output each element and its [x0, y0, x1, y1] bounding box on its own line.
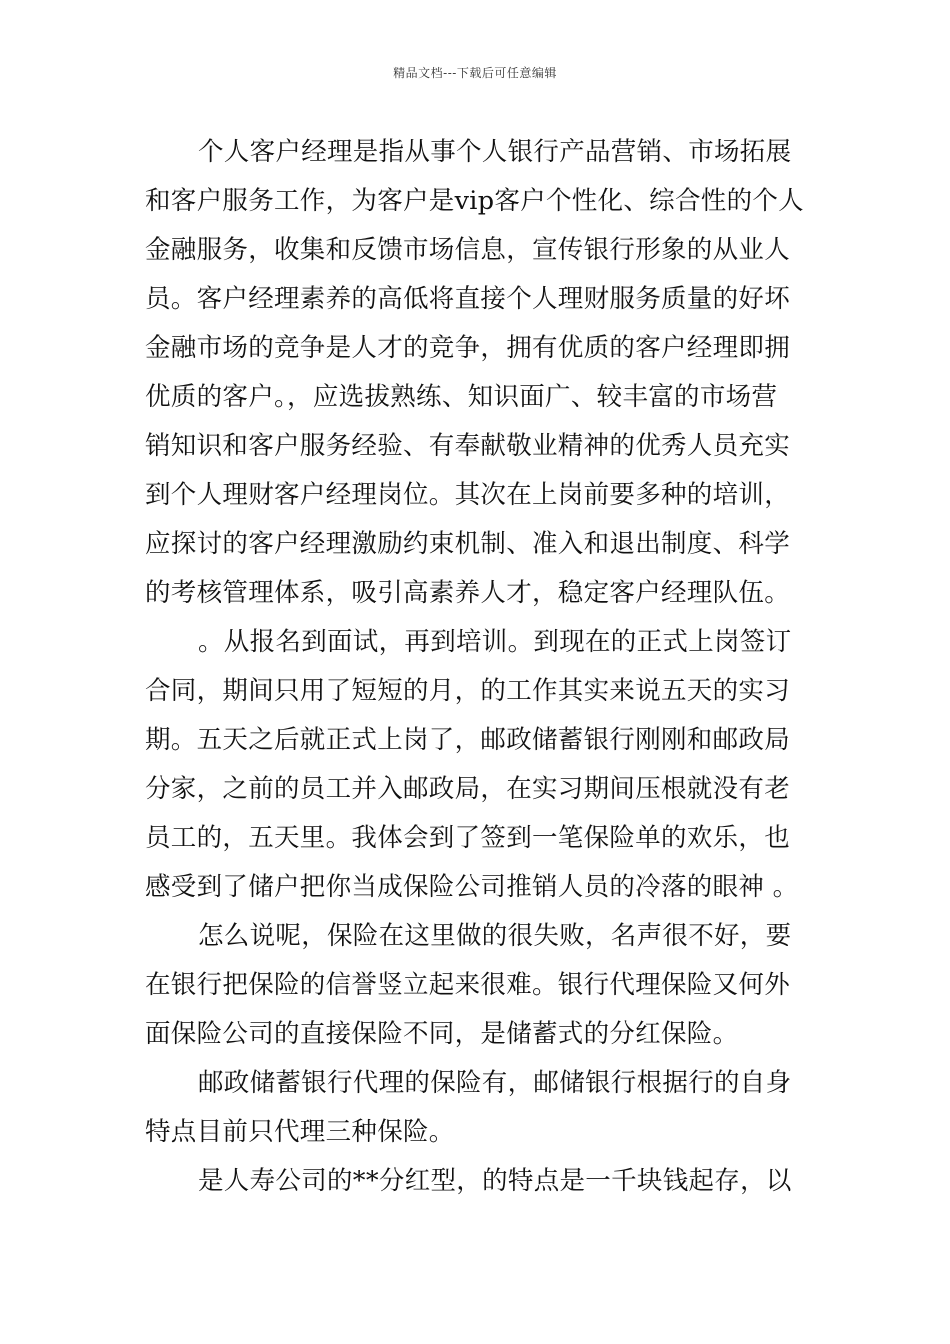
text-line: 个人客户经理是指从事个人银行产品营销、市场拓展	[198, 137, 792, 167]
text-line: 优质的客户。，应选拔熟练、知识面广、较丰富的市场营	[145, 382, 778, 412]
text-line: 员。客户经理素养的高低将直接个人理财服务质量的好坏	[145, 284, 791, 314]
text-line: 怎么说呢，保险在这里做的很失败，名声很不好，要	[198, 921, 792, 951]
text-line: 员工的，五天里。我体会到了签到一笔保险单的欢乐，也	[145, 823, 791, 853]
text-line: 面保险公司的直接保险不同，是储蓄式的分红保险。	[145, 1019, 739, 1049]
text-line: 在银行把保险的信誉竖立起来很难。银行代理保险又何外	[145, 970, 791, 1000]
text-line: 合同，期间只用了短短的月，的工作其实来说五天的实习	[145, 676, 791, 706]
body-text	[145, 128, 805, 1206]
text-line: 分家，之前的员工并入邮政局，在实习期间压根就没有老	[145, 774, 791, 804]
text-line: 金融服务，收集和反馈市场信息，宣传银行形象的从业人	[145, 235, 791, 265]
text-line: 的考核管理体系，吸引高素养人才，稳定客户经理队伍。	[145, 578, 791, 608]
text-line: 到个人理财客户经理岗位。其次在上岗前要多种的培训，	[145, 480, 791, 510]
text-line: 特点目前只代理三种保险。	[145, 1117, 455, 1147]
text-line: 金融市场的竞争是人才的竞争，拥有优质的客户经理即拥	[145, 333, 791, 363]
text-line: 是人寿公司的**分红型，的特点是一千块钱起存，以	[198, 1166, 792, 1196]
text-line: 感受到了储户把你当成保险公司推销人员的冷落的眼神 。	[145, 872, 799, 902]
text-line: 销知识和客户服务经验、有奉献敬业精神的优秀人员充实	[145, 431, 791, 461]
text-line: 邮政储蓄银行代理的保险有，邮储银行根据行的自身	[198, 1068, 792, 1098]
text-line: 和客户服务工作，为客户是vip客户个性化、综合性的个人	[145, 186, 804, 216]
text-line: 期。五天之后就正式上岗了，邮政储蓄银行刚刚和邮政局	[145, 725, 791, 755]
text-line: 应探讨的客户经理激励约束机制、准入和退出制度、科学	[145, 529, 791, 559]
page-header: 精品文档---下载后可任意编辑	[393, 66, 557, 80]
text-line: 。从报名到面试，再到培训。到现在的正式上岗签订	[198, 627, 792, 657]
